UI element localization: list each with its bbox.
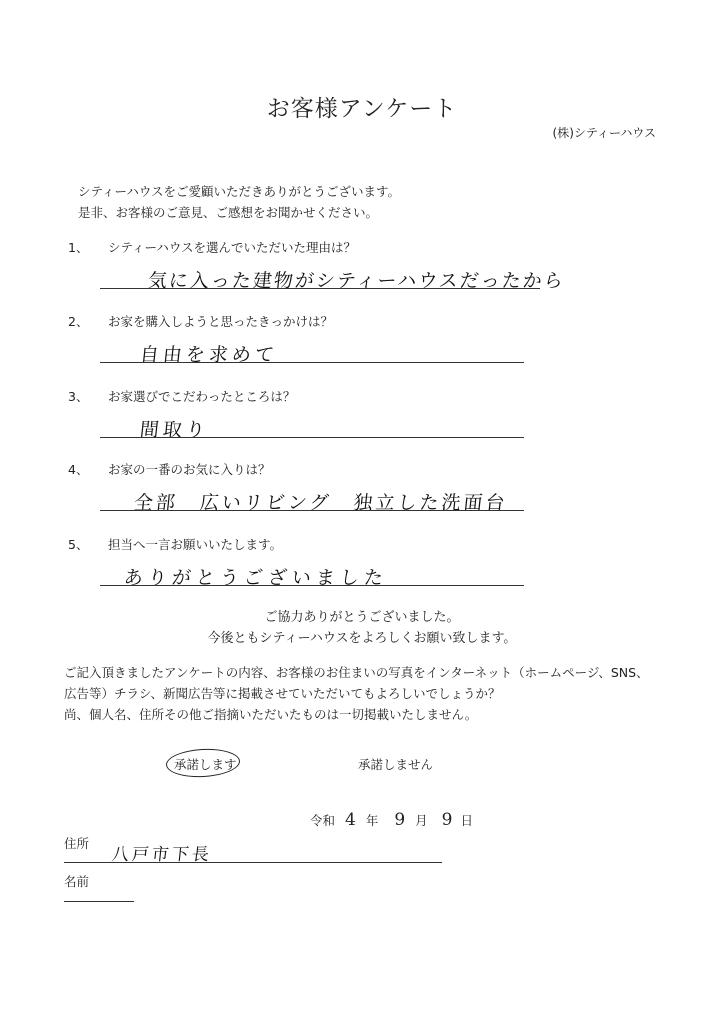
answer-handwritten[interactable]: 全部 広いリビング 独立した洗面台: [132, 492, 509, 514]
question-text: 担当へ一言お願いいたします。: [108, 537, 283, 552]
date-month-unit: 月: [415, 813, 428, 828]
survey-title: お客様アンケート: [266, 96, 458, 122]
notice-line-1: ご記入頂きましたアンケートの内容、お客様のお住まいの写真をインターネット（ホームページ、SNS、: [64, 665, 649, 680]
notice-line-3: 尚、個人名、住所その他ご指摘いただいたものは一切掲載いたしません。: [64, 707, 478, 722]
answer-line: [100, 288, 540, 289]
answer-line: [100, 510, 524, 511]
name-label: 名前: [64, 874, 90, 889]
answer-line: [100, 437, 524, 438]
question-number: 5、: [68, 537, 89, 552]
date-day[interactable]: 9: [441, 810, 453, 830]
question-number: 2、: [68, 314, 89, 329]
date-year[interactable]: 4: [345, 810, 356, 830]
consent-agree-option[interactable]: 承諾します: [174, 757, 237, 772]
question-number: 4、: [68, 462, 89, 477]
answer-handwritten[interactable]: 気に入った建物がシティーハウスだったから: [146, 270, 566, 292]
date-year-unit: 年: [365, 813, 379, 828]
answer-handwritten[interactable]: 間取り: [138, 419, 211, 441]
question-text: お家選びでこだわったところは？: [108, 389, 296, 404]
question-text: お家の一番のお気に入りは？: [108, 462, 271, 477]
question-number: 1、: [68, 240, 89, 255]
question-text: シティーハウスを選んでいただいた理由は？: [108, 240, 357, 255]
date-month[interactable]: 9: [394, 810, 406, 830]
thanks-line-2: 今後ともシティーハウスをよろしくお願い致します。: [207, 631, 517, 646]
question-number: 3、: [68, 389, 89, 404]
date-day-unit: 日: [460, 813, 473, 828]
thanks-line-1: ご協力ありがとうございました。: [264, 610, 460, 625]
name-line[interactable]: [64, 901, 134, 902]
address-handwritten[interactable]: 八戸市下長: [110, 845, 213, 865]
answer-handwritten[interactable]: ありがとうございました: [122, 567, 390, 589]
intro-line-1: シティーハウスをご愛顧いただきありがとうございます。: [78, 184, 401, 199]
answer-line: [100, 585, 524, 586]
answer-handwritten[interactable]: 自由を求めて: [138, 344, 280, 366]
answer-line: [100, 362, 524, 363]
date-field: [310, 810, 473, 830]
notice-line-2: 広告等）チラシ、新聞広告等に掲載させていただいてもよろしいでしょうか？: [64, 686, 501, 701]
date-era: 令和: [310, 813, 336, 828]
question-text: お家を購入しようと思ったきっかけは？: [108, 314, 334, 329]
address-line: [64, 862, 442, 863]
consent-disagree-option[interactable]: 承諾しません: [358, 757, 434, 772]
address-label: 住所: [64, 836, 90, 851]
intro-line-2: 是非、お客様のご意見、ご感想をお聞かせください。: [78, 205, 379, 220]
company-name: (株)シティーハウス: [552, 126, 656, 140]
